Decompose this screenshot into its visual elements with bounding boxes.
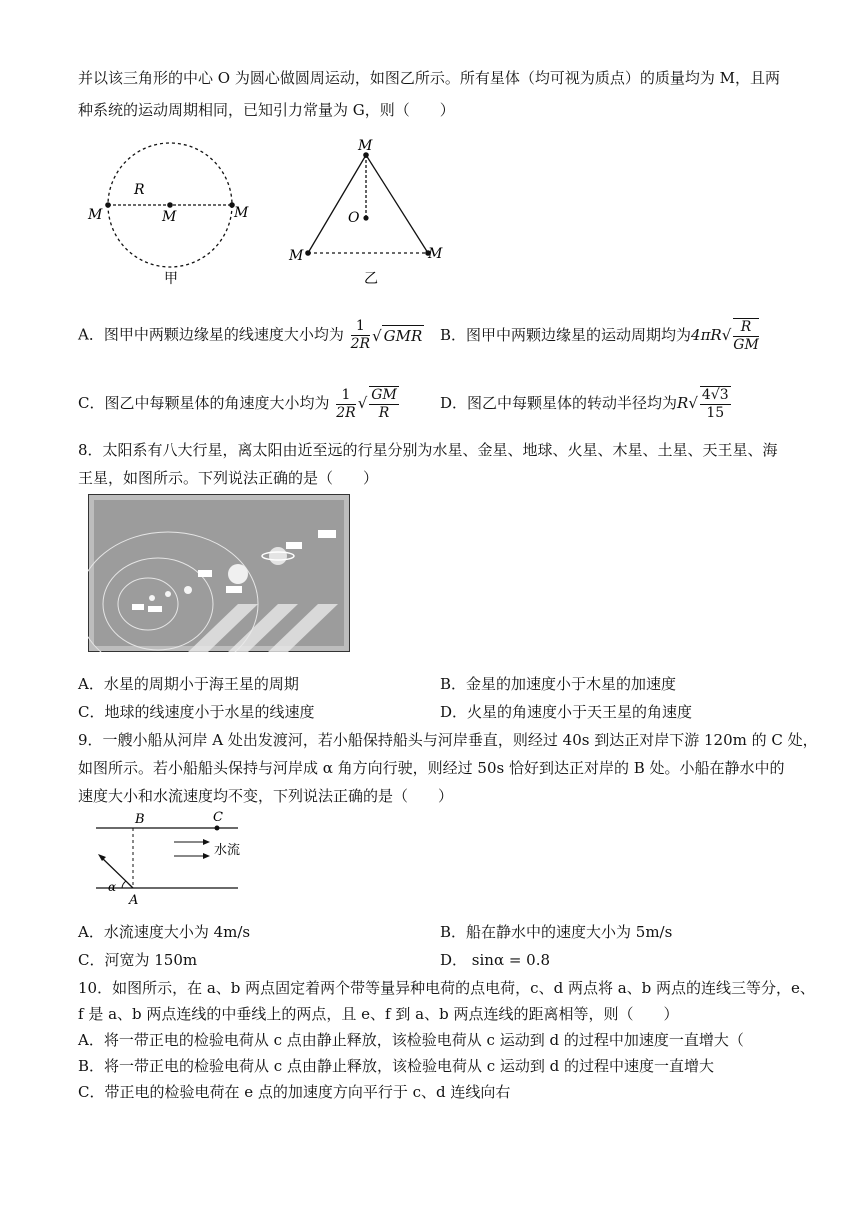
q7-c-text: C．图乙中每颗星体的角速度大小均为 [78, 394, 330, 412]
label-A: A [129, 893, 139, 908]
q7-c-frac-num: 1 [336, 387, 355, 405]
label-M-right: M [234, 205, 249, 221]
q7-a-text: A．图甲中两颗边缘星的线速度大小均为 [78, 325, 344, 344]
q10-option-b: B．将一带正电的检验电荷从 c 点由静止释放，该检验电荷从 c 运动到 d 的过程中速度一直增大 [78, 1057, 715, 1075]
label-O: O [348, 210, 360, 226]
q9-option-b: B．船在静水中的速度大小为 5m/s [440, 923, 673, 941]
caption-yi: 乙 [364, 271, 378, 287]
q7-a-sqrt: √ GMR [372, 327, 423, 345]
intro-line-1: 并以该三角形的中心 O 为圆心做圆周运动，如图乙所示。所有星体（均可视为质点）的质量均为 M，且两 [78, 69, 780, 87]
q7-c-fraction [336, 387, 355, 422]
q7-option-a [78, 318, 424, 353]
q7-b-fraction [733, 318, 759, 354]
q7-b-sqrt: √ $\frac{R}{GM}$ [721, 319, 759, 353]
q7-option-c [78, 386, 401, 422]
q7-a-fraction [351, 318, 370, 353]
solar-system-photo [88, 494, 350, 652]
q7-option-b [440, 318, 761, 354]
q7-d-sqrt: √ $\frac{4√3}{15}$ [688, 387, 729, 421]
q10-option-a: A．将一带正电的检验电荷从 c 点由静止释放，该检验电荷从 c 运动到 d 的过程中加速度一直增大（ [78, 1031, 744, 1049]
q7-d-rad-fraction [700, 386, 731, 422]
q8-option-a: A．水星的周期小于海王星的周期 [78, 675, 299, 693]
q7-a-frac-num: 1 [351, 318, 370, 336]
label-M-left: M [88, 207, 103, 223]
q8-option-d: D．火星的角速度小于天王星的角速度 [440, 703, 693, 721]
q10-line-2: f 是 a、b 两点连线的中垂线上的两点，且 e、f 到 a、b 两点连线的距离相等，则（ ） [78, 1005, 679, 1023]
label-B: B [135, 812, 145, 827]
q8-line-1: 8．太阳系有八大行星，离太阳由近至远的行星分别为水星、金星、地球、火星、木星、土星、天王星、海 [78, 441, 778, 459]
intro-line-2: 种系统的运动周期相同，已知引力常量为 G，则（ ） [78, 101, 455, 119]
star-bottom-left [305, 250, 311, 256]
q9-line-3: 速度大小和水流速度均不变，下列说法正确的是（ ） [78, 787, 454, 805]
label-R: R [134, 182, 145, 198]
q7-c-frac-den: 2R [336, 404, 356, 421]
label-M-top: M [358, 138, 373, 154]
q9-line-2: 如图所示。若小船船头保持与河岸成 α 角方向行驶，则经过 50s 恰好到达正对岸的 B 处。小船在静水中的 [78, 759, 785, 777]
q8-option-c: C．地球的线速度小于水星的线速度 [78, 703, 315, 721]
q7-b-text: B．图甲中两颗边缘星的运动周期均为 [440, 326, 692, 344]
q9-option-a: A．水流速度大小为 4m/s [78, 923, 251, 941]
q10-option-c: C．带正电的检验电荷在 e 点的加速度方向平行于 c、d 连线向右 [78, 1083, 511, 1101]
figure-yi [288, 138, 443, 287]
q7-d-text: D．图乙中每颗星体的转动半径均为 [440, 394, 678, 412]
planet-saturn [269, 547, 287, 565]
q9-line-1: 9．一艘小船从河岸 A 处出发渡河，若小船保持船头与河岸垂直，则经过 40s 到达正对岸下游 120m 的 C 处， [78, 731, 818, 749]
q7-option-d [440, 386, 733, 422]
q7-c-rad-den: R [378, 405, 390, 421]
q7-d-rad-den: 15 [706, 405, 725, 421]
planet-jupiter [228, 564, 248, 584]
label-M-center: M [162, 209, 177, 225]
q8-line-2: 王星，如图所示。下列说法正确的是（ ） [78, 469, 379, 487]
q7-b-frac-den: GM [733, 337, 759, 353]
label-alpha: α [108, 880, 117, 894]
q8-option-b: B．金星的加速度小于木星的加速度 [440, 675, 677, 693]
q9-option-d: D． sinα = 0.8 [440, 951, 551, 969]
label-flow: 水流 [214, 843, 241, 858]
boat-heading [100, 856, 133, 888]
figure-jia [87, 143, 249, 287]
q7-c-sqrt: √ $\frac{GM}{R}$ [357, 387, 397, 421]
center-O [363, 215, 368, 220]
q7-a-frac-den: 2R [350, 336, 371, 352]
q7-b-frac-num: R [733, 319, 759, 337]
q7-b-coef: 4πR [691, 326, 722, 344]
triangle-left-side [308, 155, 366, 253]
point-C [215, 826, 220, 831]
river-diagram [86, 808, 286, 908]
q7-c-rad-fraction [369, 386, 399, 422]
star-left [105, 202, 111, 208]
label-C: C [213, 810, 223, 825]
q7-d-rad-num: 4√3 [701, 387, 729, 403]
q10-line-1: 10．如图所示，在 a、b 两点固定着两个带等量异种电荷的点电荷，c、d 两点将 a、b 两点的连线三等分，e、 [78, 979, 815, 997]
triangle-right-side [366, 155, 428, 253]
q7-d-coef: R [677, 394, 689, 412]
q7-a-radicand: GMR [383, 327, 423, 345]
q7-c-rad-num: GM [371, 387, 397, 403]
figure-jia-yi [0, 130, 860, 430]
caption-jia: 甲 [164, 271, 178, 287]
q9-option-c: C．河宽为 150m [78, 951, 198, 969]
star-center [167, 202, 173, 208]
label-M-bottom-left: M [289, 248, 304, 264]
label-M-bottom-right: M [428, 246, 443, 262]
